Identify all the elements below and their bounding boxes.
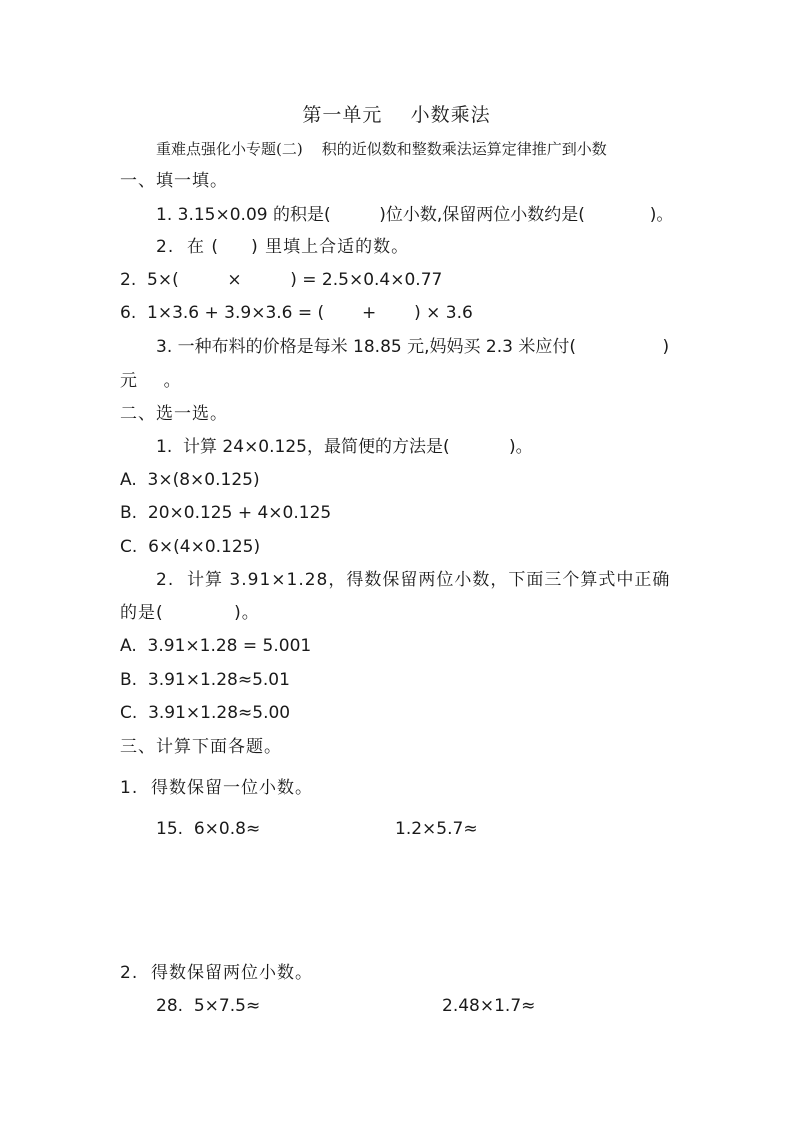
section-1-question-3-line-2: 元 。	[120, 371, 182, 391]
section-3-part-1-expression-1: 15. 6×0.8≈	[156, 819, 261, 839]
section-2-question-2-line-1: 2. 计算 3.91×1.28，得数保留两位小数，下面三个算式中正确	[156, 570, 671, 590]
section-1-question-2-item-a: 2. 5×( × ) = 2.5×0.4×0.77	[120, 270, 443, 290]
page-title: 第一单元 小数乘法	[302, 104, 491, 126]
section-1-heading: 一、填一填。	[120, 171, 228, 191]
section-2-question-2-option-c: C. 3.91×1.28≈5.00	[120, 703, 291, 723]
section-2-question-1: 1. 计算 24×0.125，最简便的方法是( )。	[156, 437, 533, 457]
section-2-question-2-option-b: B. 3.91×1.28≈5.01	[120, 670, 290, 690]
section-2-question-2-line-2: 的是( )。	[120, 603, 260, 623]
section-3-part-2-label: 2. 得数保留两位小数。	[120, 963, 314, 983]
section-2-question-2-option-a: A. 3.91×1.28 = 5.001	[120, 636, 312, 656]
section-3-part-2-expression-2: 2.48×1.7≈	[442, 996, 536, 1016]
section-1-question-3-line-1: 3. 一种布料的价格是每米 18.85 元,妈妈买 2.3 米应付( )	[156, 337, 670, 357]
section-2-question-1-option-b: B. 20×0.125 + 4×0.125	[120, 503, 332, 523]
section-1-question-2: 2. 在 ( ) 里填上合适的数。	[156, 237, 410, 257]
section-3-part-1-expression-2: 1.2×5.7≈	[395, 819, 478, 839]
section-3-part-1-label: 1. 得数保留一位小数。	[120, 778, 314, 798]
section-2-heading: 二、选一选。	[120, 404, 228, 424]
section-3-part-2-expression-1: 28. 5×7.5≈	[156, 996, 261, 1016]
section-1-question-1: 1. 3.15×0.09 的积是( )位小数,保留两位小数约是( )。	[156, 205, 674, 225]
section-2-question-1-option-a: A. 3×(8×0.125)	[120, 470, 260, 490]
section-3-heading: 三、计算下面各题。	[120, 737, 282, 757]
section-1-question-2-item-b: 6. 1×3.6 + 3.9×3.6 = ( + ) × 3.6	[120, 303, 473, 323]
page-subtitle: 重难点强化小专题(二) 积的近似数和整数乘法运算定律推广到小数	[156, 140, 607, 158]
section-2-question-1-option-c: C. 6×(4×0.125)	[120, 537, 261, 557]
